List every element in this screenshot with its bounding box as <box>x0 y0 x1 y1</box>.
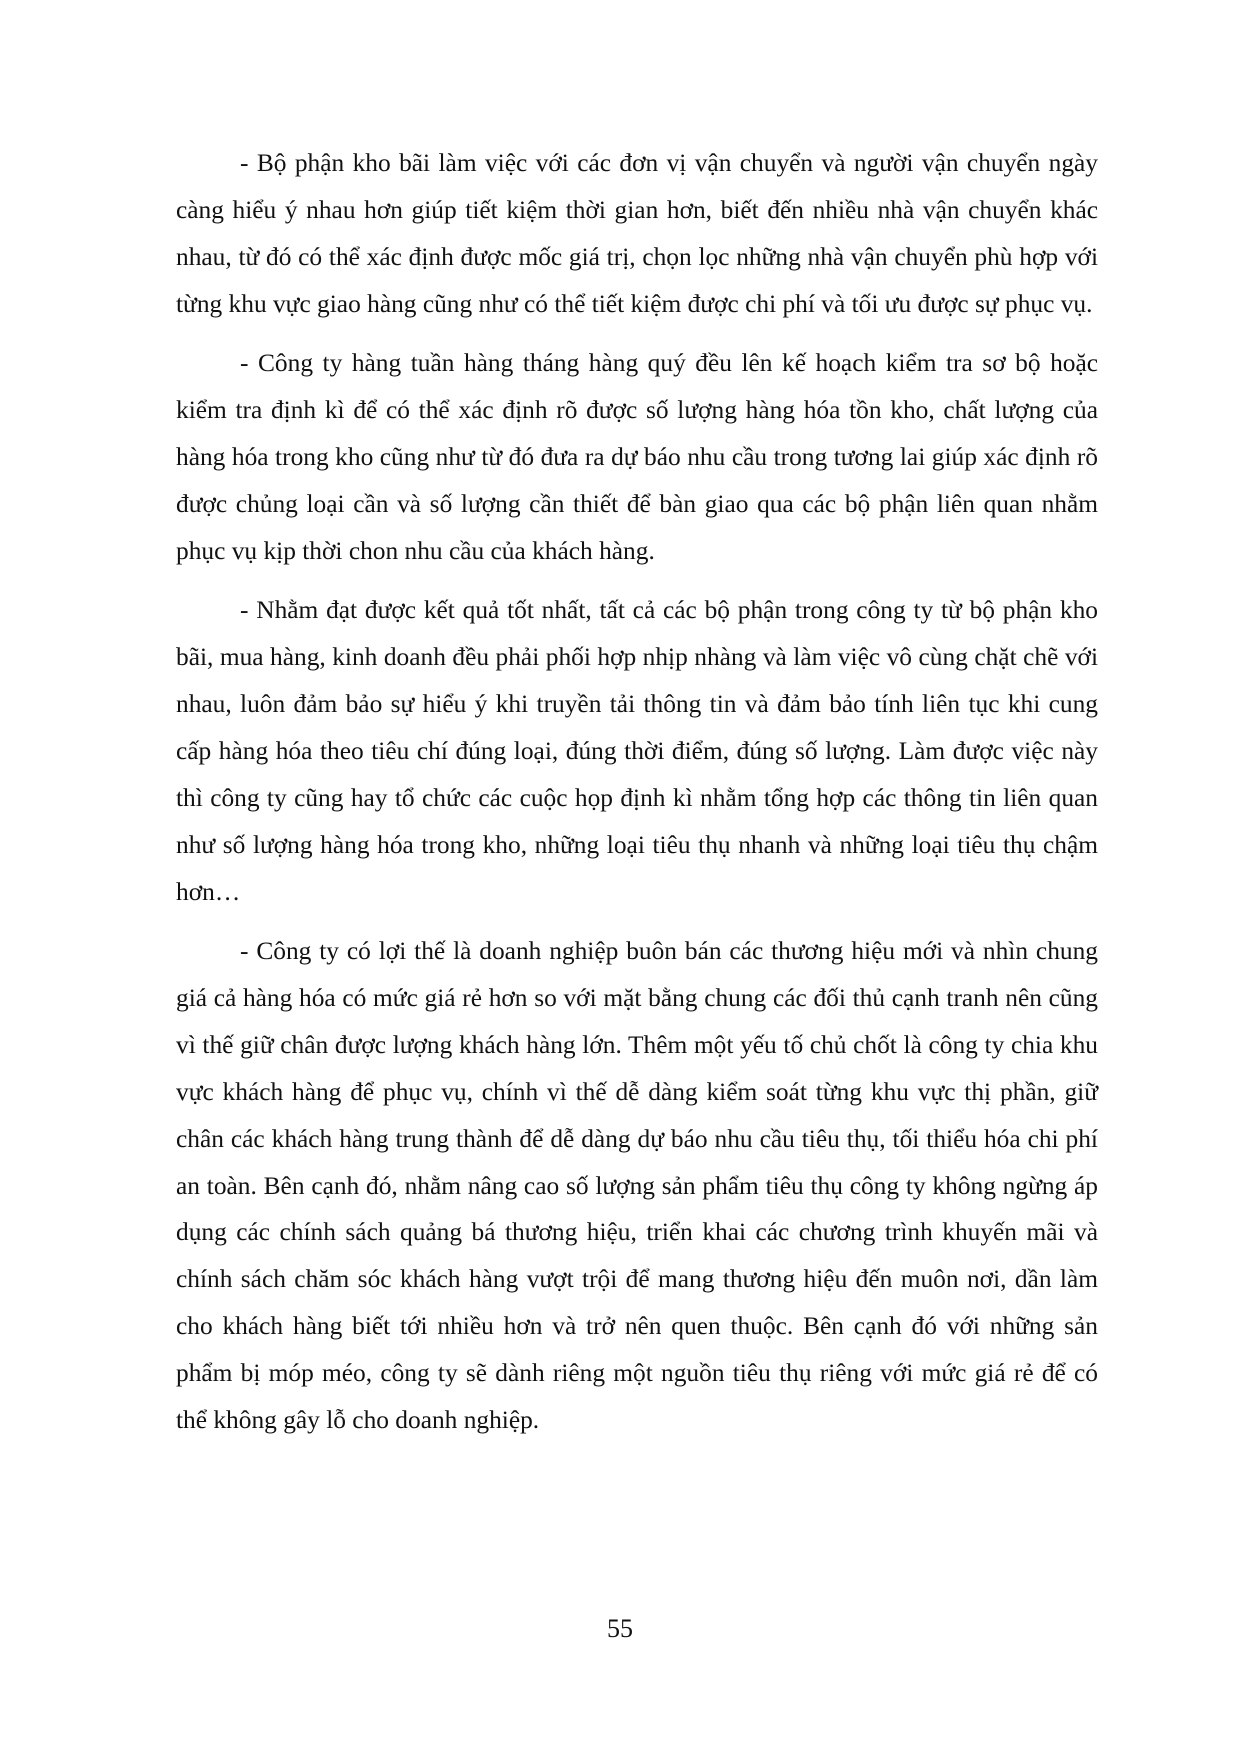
paragraph-inventory-check: - Công ty hàng tuần hàng tháng hàng quý đều lên kế hoạch kiểm tra sơ bộ hoặc kiểm tra định kì để có thể xác định rõ được số lượng hàng hóa tồn kho, chất lượng của hàng hóa trong kho cũng như từ đó đưa ra dự báo nhu cầu trong tương lai giúp xác định rõ được chủng loại cần và số lượng cần thiết để bàn giao qua các bộ phận liên quan nhằm phục vụ kịp thời chon nhu cầu của khách hàng. <box>176 349 1098 565</box>
paragraph-warehouse-shipping: - Bộ phận kho bãi làm việc với các đơn vị vận chuyển và người vận chuyển ngày càng hiểu ý nhau hơn giúp tiết kiệm thời gian hơn, biết đến nhiều nhà vận chuyển khác nhau, từ đó có thể xác định được mốc giá trị, chọn lọc những nhà vận chuyển phù hợp với từng khu vực giao hàng cũng như có thể tiết kiệm được chi phí và tối ưu được sự phục vụ. <box>176 149 1098 318</box>
page-number: 55 <box>607 1614 633 1643</box>
paragraph-department-coordination: - Nhằm đạt được kết quả tốt nhất, tất cả các bộ phận trong công ty từ bộ phận kho bãi, mua hàng, kinh doanh đều phải phối hợp nhịp nhàng và làm việc vô cùng chặt chẽ với nhau, luôn đảm bảo sự hiểu ý khi truyền tải thông tin và đảm bảo tính liên tục khi cung cấp hàng hóa theo tiêu chí đúng loại, đúng thời điểm, đúng số lượng. Làm được việc này thì công ty cũng hay tổ chức các cuộc họp định kì nhằm tổng hợp các thông tin liên quan như số lượng hàng hóa trong kho, những loại tiêu thụ nhanh và những loại tiêu thụ chậm hơn… <box>176 596 1098 906</box>
paragraph-company-advantage: - Công ty có lợi thế là doanh nghiệp buôn bán các thương hiệu mới và nhìn chung giá cả hàng hóa có mức giá rẻ hơn so với mặt bằng chung các đối thủ cạnh tranh nên cũng vì thế giữ chân được lượng khách hàng lớn. Thêm một yếu tố chủ chốt là công ty chia khu vực khách hàng để phục vụ, chính vì thế dễ dàng kiểm soát từng khu vực thị phần, giữ chân các khách hàng trung thành để dễ dàng dự báo nhu cầu tiêu thụ, tối thiểu hóa chi phí an toàn. Bên cạnh đó, nhằm nâng cao số lượng sản phẩm tiêu thụ công ty không ngừng áp dụng các chính sách quảng bá thương hiệu, triển khai các chương trình khuyến mãi và chính sách chăm sóc khách hàng vượt trội để mang thương hiệu đến muôn nơi, dần làm cho khách hàng biết tới nhiều hơn và trở nên quen thuộc. Bên cạnh đó với những sản phẩm bị móp méo, công ty sẽ dành riêng một nguồn tiêu thụ riêng với mức giá rẻ để có thể không gây lỗ cho doanh nghiệp. <box>176 937 1098 1435</box>
body-text <box>176 140 1098 1456</box>
